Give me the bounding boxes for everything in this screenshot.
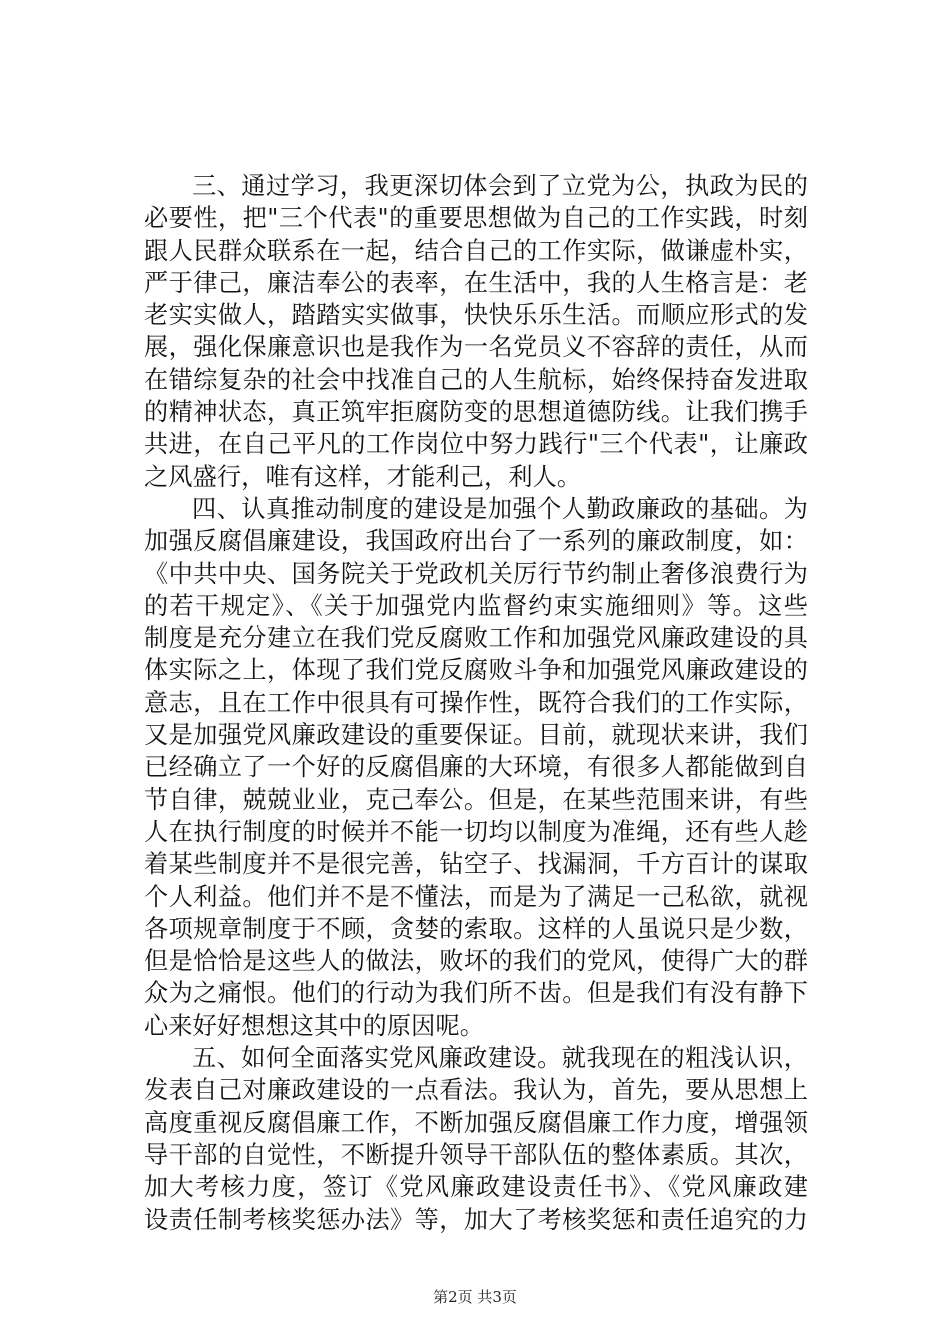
text-line: 加大考核力度，签订《党风廉政建设责任书》、《党风廉政建	[144, 1173, 808, 1202]
text-line: 发表自己对廉政建设的一点看法。我认为，首先，要从思想上	[144, 1076, 808, 1105]
text-line: 严于律己，廉洁奉公的表率，在生活中，我的人生格言是：老	[144, 268, 808, 297]
page-footer: 第2页 共3页	[433, 1288, 517, 1306]
text-line: 的精神状态，真正筑牢拒腐防变的思想道德防线。让我们携手	[144, 398, 808, 427]
text-line: 跟人民群众联系在一起，结合自己的工作实际，做谦虚朴实，	[144, 236, 808, 265]
text-line: 体实际之上，体现了我们党反腐败斗争和加强党风廉政建设的	[144, 656, 808, 685]
document-body	[144, 170, 808, 1236]
text-line: 已经确立了一个好的反腐倡廉的大环境，有很多人都能做到自	[144, 753, 808, 782]
text-line: 三、通过学习，我更深切体会到了立党为公，执政为民的	[192, 172, 808, 200]
text-line: 心来好好想想这其中的原因呢。	[144, 1011, 485, 1040]
text-line: 在错综复杂的社会中找准自己的人生航标，始终保持奋发进取	[144, 365, 808, 394]
text-line: 各项规章制度于不顾，贪婪的索取。这样的人虽说只是少数，	[144, 914, 808, 943]
paragraph-5	[144, 1042, 808, 1236]
text-line: 高度重视反腐倡廉工作，不断加强反腐倡廉工作力度，增强领	[144, 1108, 808, 1137]
text-line: 设责任制考核奖惩办法》等，加大了考核奖惩和责任追究的力	[144, 1205, 808, 1234]
text-line: 又是加强党风廉政建设的重要保证。目前，就现状来讲，我们	[144, 721, 808, 750]
text-line: 五、如何全面落实党风廉政建设。就我现在的粗浅认识，	[192, 1044, 808, 1073]
text-line: 必要性，把"三个代表"的重要思想做为自己的工作实践，时刻	[144, 204, 808, 233]
text-line: 加强反腐倡廉建设，我国政府出台了一系列的廉政制度，如：	[144, 527, 808, 556]
paragraph-4	[144, 493, 808, 1042]
text-line: 意志，且在工作中很具有可操作性，既符合我们的工作实际，	[144, 688, 808, 717]
text-line: 共进，在自己平凡的工作岗位中努力践行"三个代表"，让廉政	[144, 430, 808, 459]
text-line: 之风盛行，唯有这样，才能利己，利人。	[144, 462, 582, 491]
text-line: 节自律，兢兢业业，克己奉公。但是，在某些范围来讲，有些	[144, 785, 808, 814]
text-line: 个人利益。他们并不是不懂法，而是为了满足一己私欲，就视	[144, 882, 808, 911]
text-line: 制度是充分建立在我们党反腐败工作和加强党风廉政建设的具	[144, 624, 808, 653]
text-line: 但是恰恰是这些人的做法，败坏的我们的党风，使得广大的群	[144, 947, 808, 976]
text-line: 展，强化保廉意识也是我作为一名党员义不容辞的责任，从而	[144, 333, 808, 362]
text-line: 的若干规定》、《关于加强党内监督约束实施细则》等。这些	[144, 591, 808, 620]
text-line: 四、认真推动制度的建设是加强个人勤政廉政的基础。为	[192, 494, 808, 523]
text-line: 《中共中央、国务院关于党政机关厉行节约制止奢侈浪费行为	[144, 559, 808, 588]
text-line: 众为之痛恨。他们的行动为我们所不齿。但是我们有没有静下	[144, 979, 808, 1008]
text-line: 导干部的自觉性，不断提升领导干部队伍的整体素质。其次，	[144, 1140, 808, 1169]
text-line: 着某些制度并不是很完善，钻空子、找漏洞，千方百计的谋取	[144, 850, 808, 879]
paragraph-3	[144, 170, 808, 493]
text-line: 人在执行制度的时候并不能一切均以制度为准绳，还有些人趁	[144, 817, 808, 846]
text-line: 老实实做人，踏踏实实做事，快快乐乐生活。而顺应形式的发	[144, 301, 808, 330]
